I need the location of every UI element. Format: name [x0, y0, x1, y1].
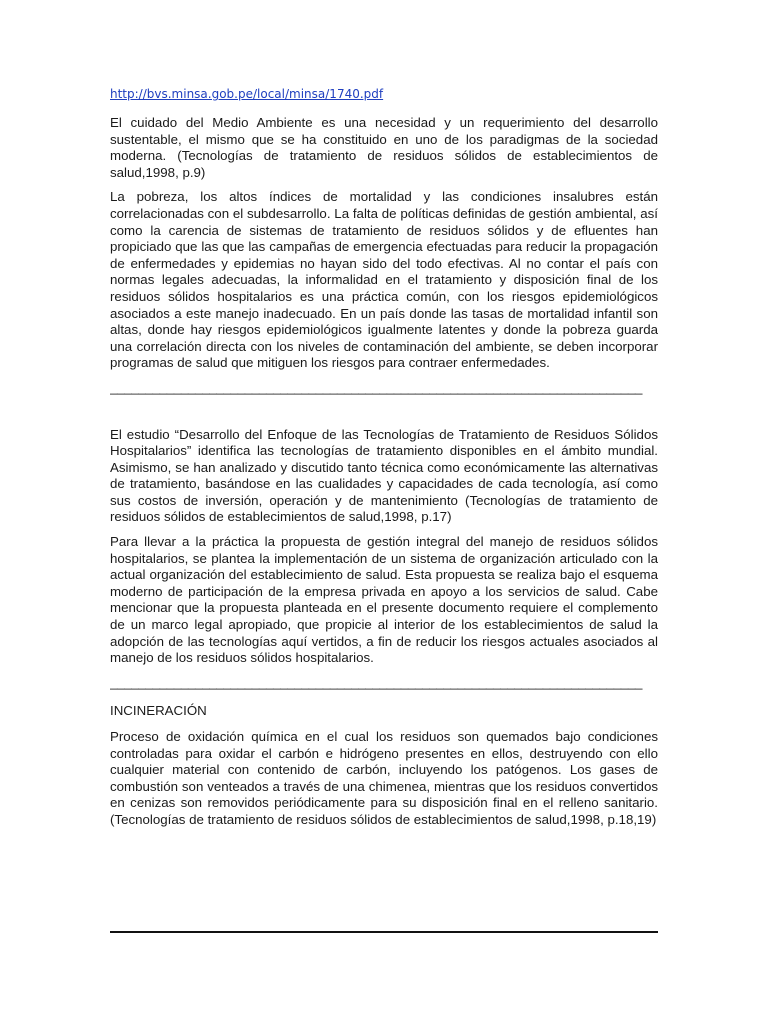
paragraph-propuesta: Para llevar a la práctica la propuesta de gestión integral del manejo de residuos sólidos hospitalarios, se plantea la implementación de un sistema de organización articulado con la actual organización del establecimiento de salud. Esta propuesta se realiza bajo el esquema moderno de participación de la empresa privada en apoyo a los servicios de salud. Cabe mencionar que la propuesta planteada en el presente documento requiere el complemento de un marco legal apropiado, que propicie al interior de los establecimientos de salud la adopción de las tecnologías aquí vertidos, a fin de reducir los riesgos actuales asociados al manejo de los residuos sólidos hospitalarios. [110, 534, 658, 666]
separator-line-1: ___________________________________________________________________________ [110, 379, 643, 395]
paragraph-medio-ambiente: El cuidado del Medio Ambiente es una necesidad y un requerimiento del desarrollo sustentable, el mismo que se ha constituido en uno de los paradigmas de la sociedad moderna. (Tecnologías de tratamiento de residuos sólidos de establecimientos de salud,1998, p.9) [110, 115, 658, 180]
separator-line-2: ___________________________________________________________________________ [110, 674, 643, 690]
paragraph-pobreza: La pobreza, los altos índices de mortalidad y las condiciones insalubres están correlacionadas con el subdesarrollo. La falta de políticas definidas de gestión ambiental, así como la carencia de sistemas de tratamiento de residuos sólidos y de efluentes han propiciado que las que las campañas de emergencia efectuadas para reducir la propagación de enfermedades y epidemias no hayan sido del todo efectivas. Al no contar el país con normas legales adecuadas, la informalidad en el tratamiento y disposición final de los residuos sólidos hospitalarios es una práctica común, con los riesgos epidemiológicos asociados a este manejo inadecuado. En un país donde las tasas de mortalidad infantil son altas, donde hay riesgos epidemiológicos igualmente latentes y donde la pobreza guarda una correlación directa con los niveles de contaminación del ambiente, se deben incorporar programas de salud que mitiguen los riesgos para contraer enfermedades. [110, 189, 658, 371]
paragraph-incineracion: Proceso de oxidación química en el cual los residuos son quemados bajo condiciones controladas para oxidar el carbón e hidrógeno presentes en ellos, destruyendo con ello cualquier material con contenido de carbón, incluyendo los patógenos. Los gases de combustión son venteados a través de una chimenea, mientras que los residuos convertidos en cenizas son removidos periódicamente para su disposición final en el relleno sanitario. (Tecnologías de tratamiento de residuos sólidos de establecimientos de salud,1998, p.18,19) [110, 729, 658, 827]
source-link[interactable]: http://bvs.minsa.gob.pe/local/minsa/1740.pdf [110, 87, 384, 101]
bottom-rule [110, 931, 658, 933]
section-heading-incineracion: INCINERACIÓN [110, 703, 207, 719]
paragraph-estudio: El estudio “Desarrollo del Enfoque de las Tecnologías de Tratamiento de Residuos Sólidos Hospitalarios” identifica las tecnologías de tratamiento disponibles en el ámbito mundial. Asimismo, se han analizado y discutido tanto técnica como económicamente las alternativas de tratamiento, basándose en las cualidades y capacidades de cada tecnología, así como sus costos de inversión, operación y de mantenimiento (Tecnologías de tratamiento de residuos sólidos de establecimientos de salud,1998, p.17) [110, 426, 658, 525]
document-page [110, 86, 658, 837]
